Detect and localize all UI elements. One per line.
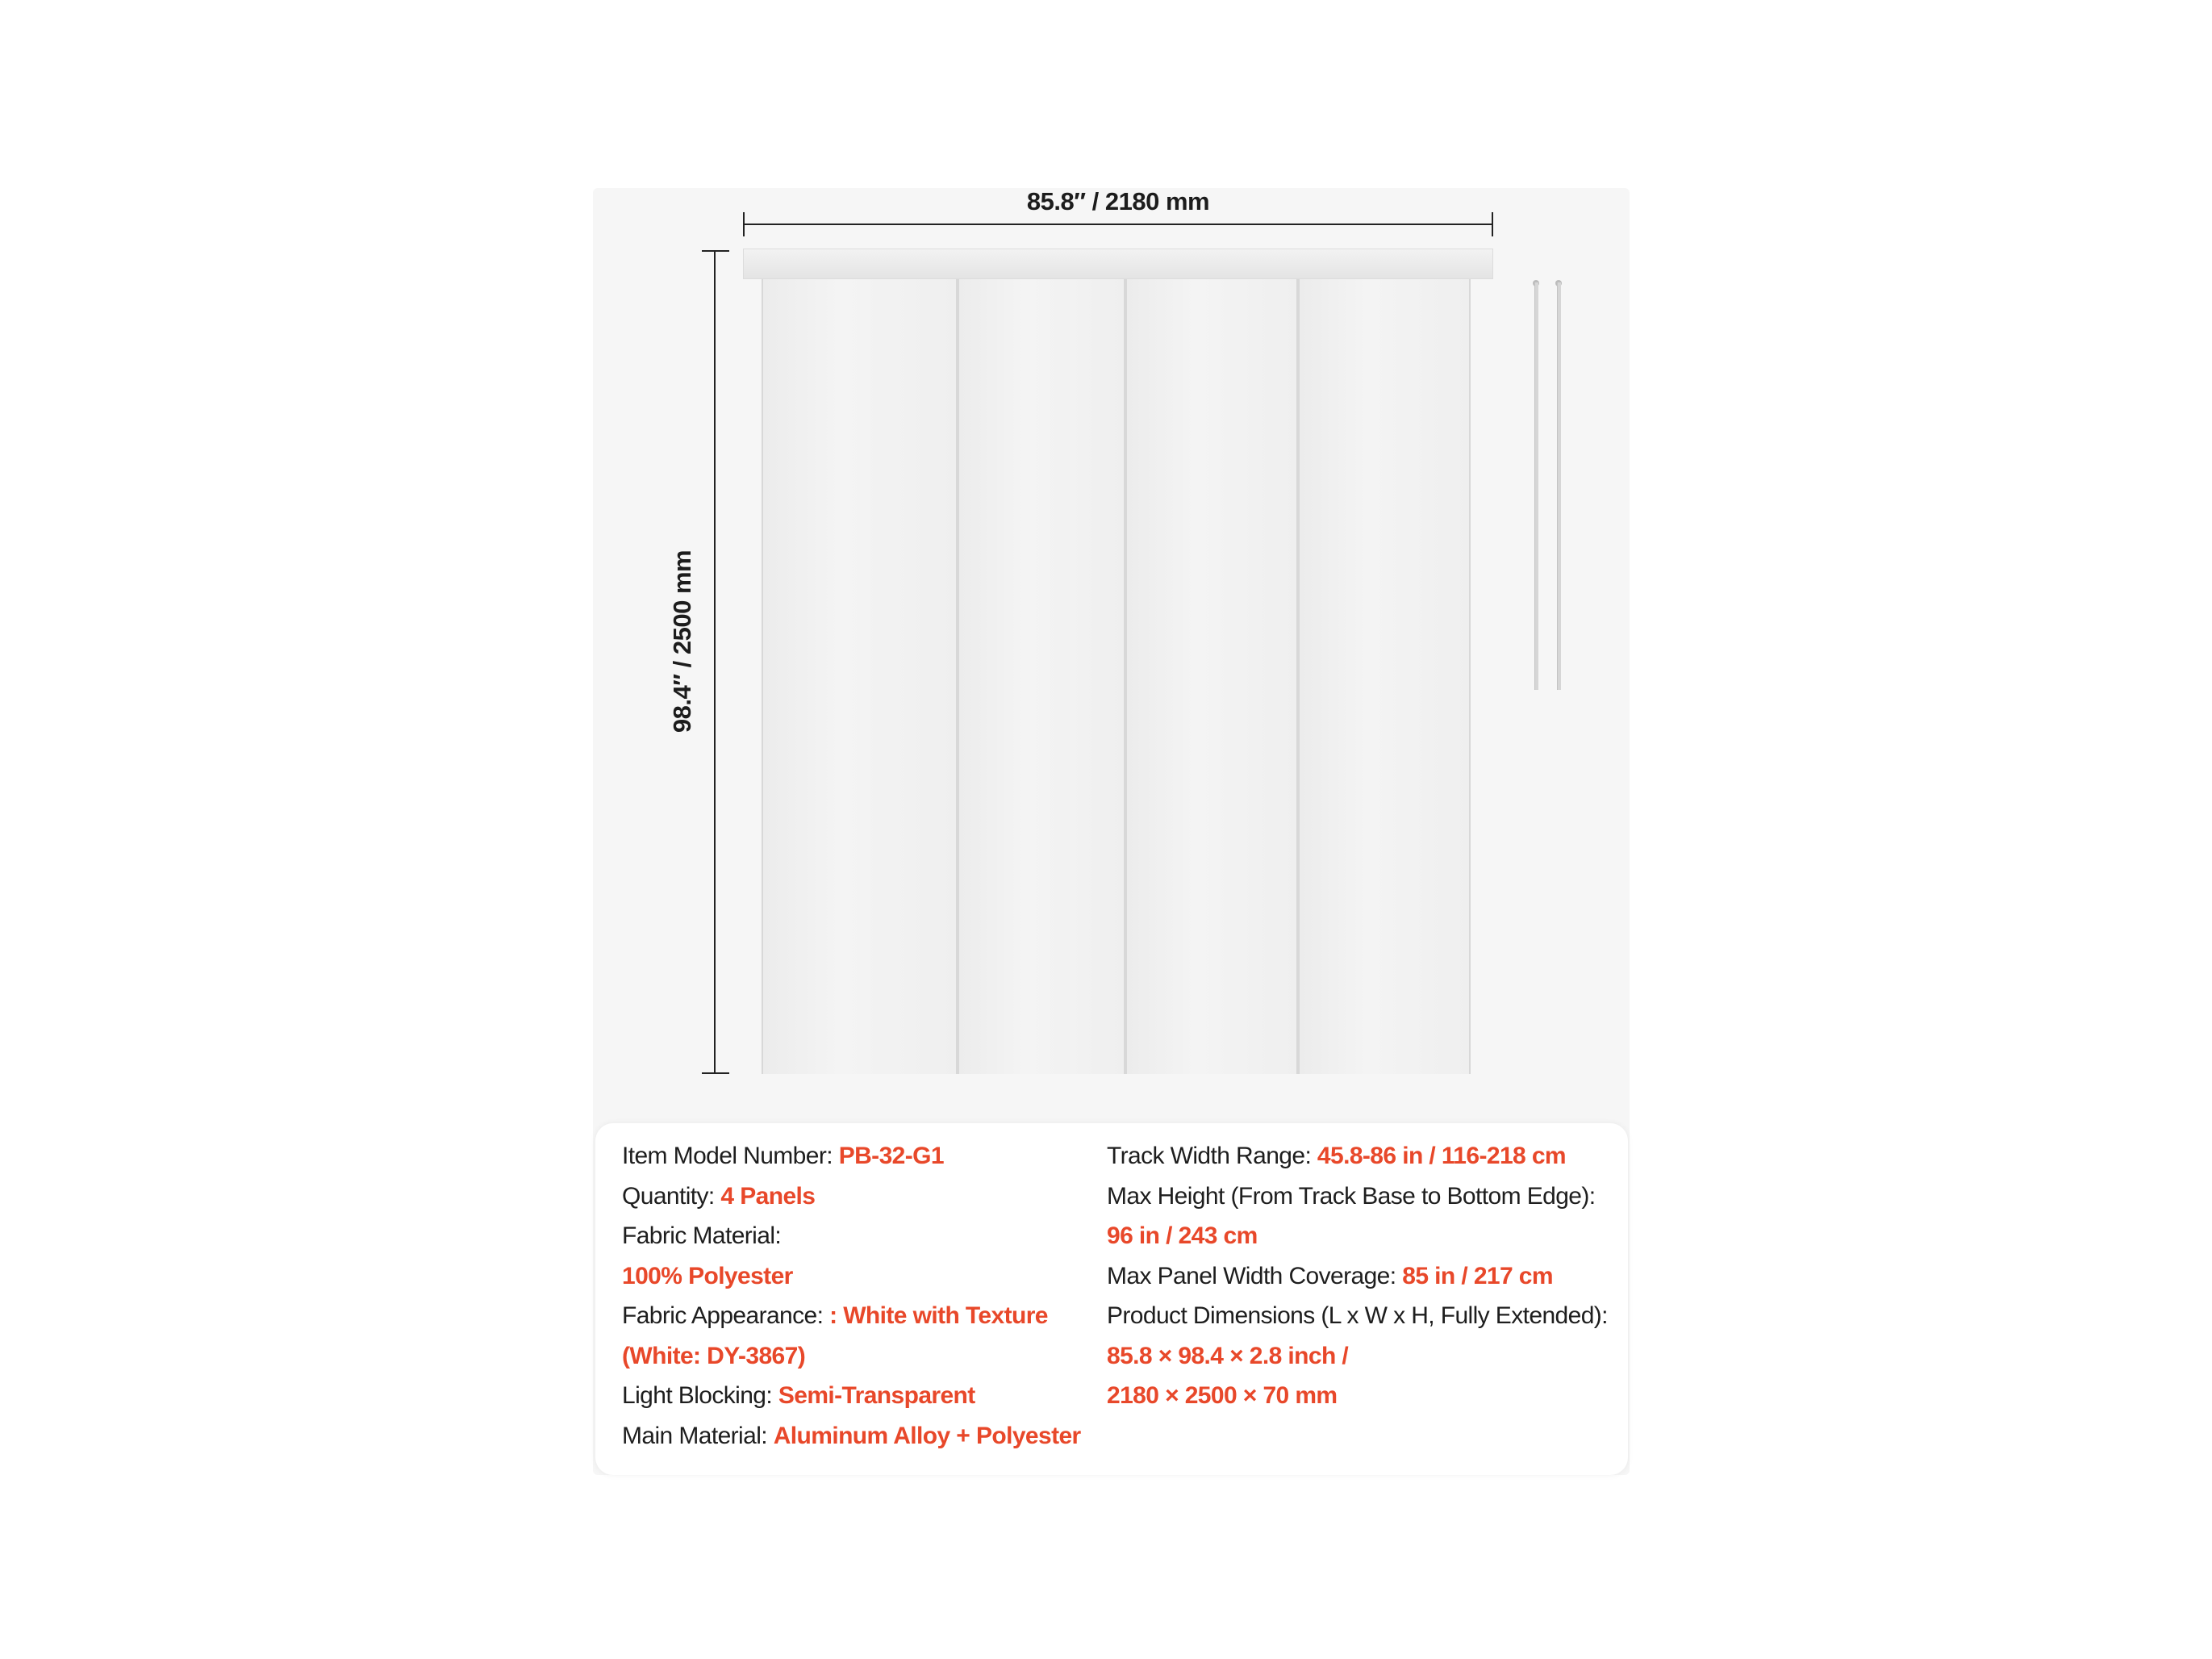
width-dimension-line xyxy=(743,224,1493,225)
spec-fabric-value: 100% Polyester xyxy=(622,1262,793,1289)
spec-fabric-label: Fabric Material: xyxy=(622,1222,782,1249)
spec-panel-width: Max Panel Width Coverage: 85 in / 217 cm xyxy=(1107,1262,1553,1289)
spec-appearance: Fabric Appearance: : White with Texture xyxy=(622,1302,1048,1329)
spec-dimensions-label: Product Dimensions (L x W x H, Fully Extended): xyxy=(1107,1302,1608,1329)
control-wand-2 xyxy=(1557,282,1561,690)
spec-column-left xyxy=(622,1136,1081,1456)
height-dimension-label: 98.4″ / 2500 mm xyxy=(668,550,696,733)
spec-column-right xyxy=(1107,1136,1608,1416)
height-dimension-line xyxy=(714,250,716,1073)
spec-main-material: Main Material: Aluminum Alloy + Polyester xyxy=(622,1422,1081,1449)
height-dimension-tick-top xyxy=(702,250,729,252)
height-dimension-tick-bottom xyxy=(702,1072,729,1074)
width-dimension-label: 85.8″ / 2180 mm xyxy=(1026,187,1210,215)
control-wand-1 xyxy=(1534,282,1538,690)
spec-max-height-value: 96 in / 243 cm xyxy=(1107,1222,1258,1249)
spec-model: Item Model Number: PB-32-G1 xyxy=(622,1143,944,1169)
blind-panel-3 xyxy=(1125,279,1298,1074)
blind-panel-1 xyxy=(762,279,958,1074)
blind-headrail xyxy=(743,249,1493,279)
spec-dimensions-mm: 2180 × 2500 × 70 mm xyxy=(1107,1382,1338,1409)
spec-dimensions-inch: 85.8 × 98.4 × 2.8 inch / xyxy=(1107,1342,1349,1369)
blind-panel-2 xyxy=(958,279,1125,1074)
spec-max-height-label: Max Height (From Track Base to Bottom Edge): xyxy=(1107,1182,1596,1210)
spec-appearance-code: (White: DY-3867) xyxy=(622,1342,806,1369)
width-dimension-tick-right xyxy=(1492,212,1493,236)
spec-track-width: Track Width Range: 45.8-86 in / 116-218 cm xyxy=(1107,1143,1567,1169)
spec-quantity: Quantity: 4 Panels xyxy=(622,1182,816,1210)
width-dimension-tick-left xyxy=(743,212,745,236)
spec-light-blocking: Light Blocking: Semi-Transparent xyxy=(622,1382,975,1409)
blind-panel-4 xyxy=(1298,279,1471,1074)
